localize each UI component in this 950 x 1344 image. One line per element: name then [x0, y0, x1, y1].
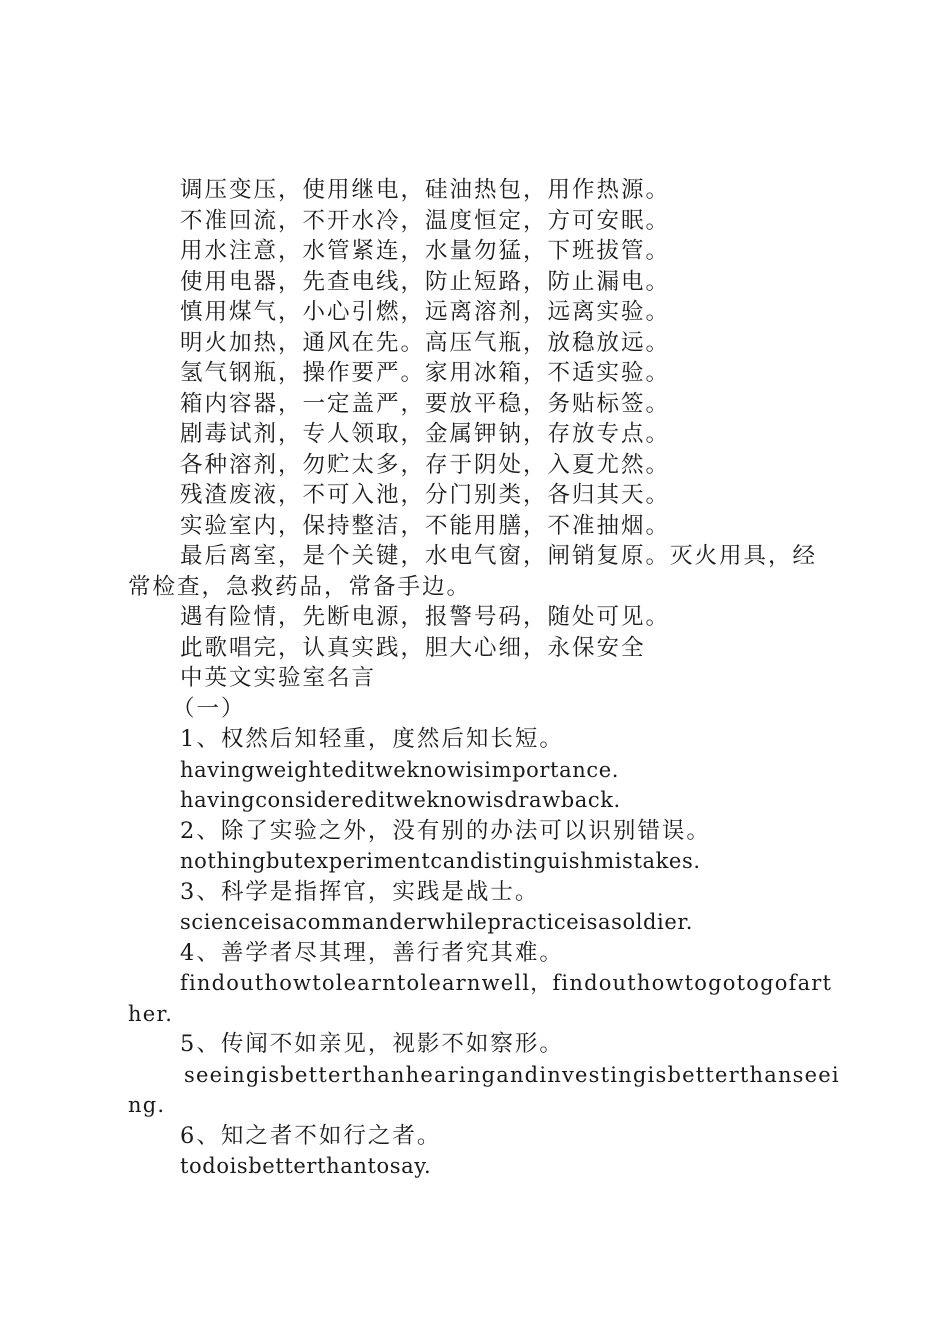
quote-1-en-b: havingconsidereditweknowisdrawback.	[180, 788, 621, 812]
rule-line-10: 各种溶剂，勿贮太多，存于阴处，入夏尤然。	[180, 451, 671, 478]
quote-6-en: todoisbetterthantosay.	[180, 1154, 432, 1178]
rule-line-3: 用水注意，水管紧连，水量勿猛，下班拔管。	[180, 238, 671, 264]
quote-3-zh: 3、科学是指挥官，实践是战士。	[180, 878, 540, 905]
rule-line-4: 使用电器，先查电线，防止短路，防止漏电。	[180, 268, 671, 295]
quote-4-en: findouthowtolearntolearnwell，findouthowtogotogofarther.	[128, 971, 833, 1026]
quote-2-en: nothingbutexperimentcandistinguishmistakes.	[180, 849, 701, 873]
quote-4-zh: 4、善学者尽其理，善行者究其难。	[180, 939, 564, 966]
rule-line-8: 箱内容器，一定盖严，要放平稳，务贴标签。	[180, 390, 671, 417]
rule-line-1: 调压变压，使用继电，硅油热包，用作热源。	[180, 177, 671, 203]
rule-line-14: 遇有险情，先断电源，报警号码，随处可见。	[180, 604, 671, 630]
rule-line-11: 残渣废液，不可入池，分门别类，各归其天。	[180, 482, 671, 508]
section-number: （一）	[172, 695, 246, 722]
quote-1-en-a: havingweighteditweknowisimportance.	[180, 757, 620, 782]
quote-2-zh: 2、除了实验之外，没有别的办法可以识别错误。	[180, 817, 711, 844]
rule-line-7: 氢气钢瓶，操作要严。家用冰箱，不适实验。	[180, 360, 671, 386]
rule-line-5: 慎用煤气，小心引燃，远离溶剂，远离实验。	[180, 299, 671, 325]
section-title: 中英文实验室名言	[180, 665, 377, 691]
quote-5-en: seeingisbetterthanhearingandinvestingisbetterthanseeing.	[128, 1062, 840, 1117]
quote-6-zh: 6、知之者不如行之者。	[180, 1122, 442, 1149]
quote-3-en: scienceisacommanderwhilepracticeisasoldier.	[180, 910, 694, 934]
rule-line-13: 最后离室，是个关键，水电气窗，闸销复原。灭火用具，经常检查，急救药品，常备手边。	[128, 543, 818, 600]
document-body	[128, 175, 840, 1182]
rule-line-2: 不准回流，不开水冷，温度恒定，方可安眠。	[180, 207, 671, 234]
rule-line-9: 剧毒试剂，专人领取，金属钾钠，存放专点。	[180, 421, 671, 447]
rule-line-12: 实验室内，保持整洁，不能用膳，不准抽烟。	[180, 512, 671, 539]
rule-line-6: 明火加热，通风在先。高压气瓶，放稳放远。	[180, 329, 671, 356]
rule-line-15: 此歌唱完，认真实践，胆大心细，永保安全	[180, 634, 646, 661]
quote-5-zh: 5、传闻不如亲见，视影不如察形。	[180, 1031, 564, 1057]
quote-1-zh: 1、权然后知轻重，度然后知长短。	[180, 726, 564, 752]
